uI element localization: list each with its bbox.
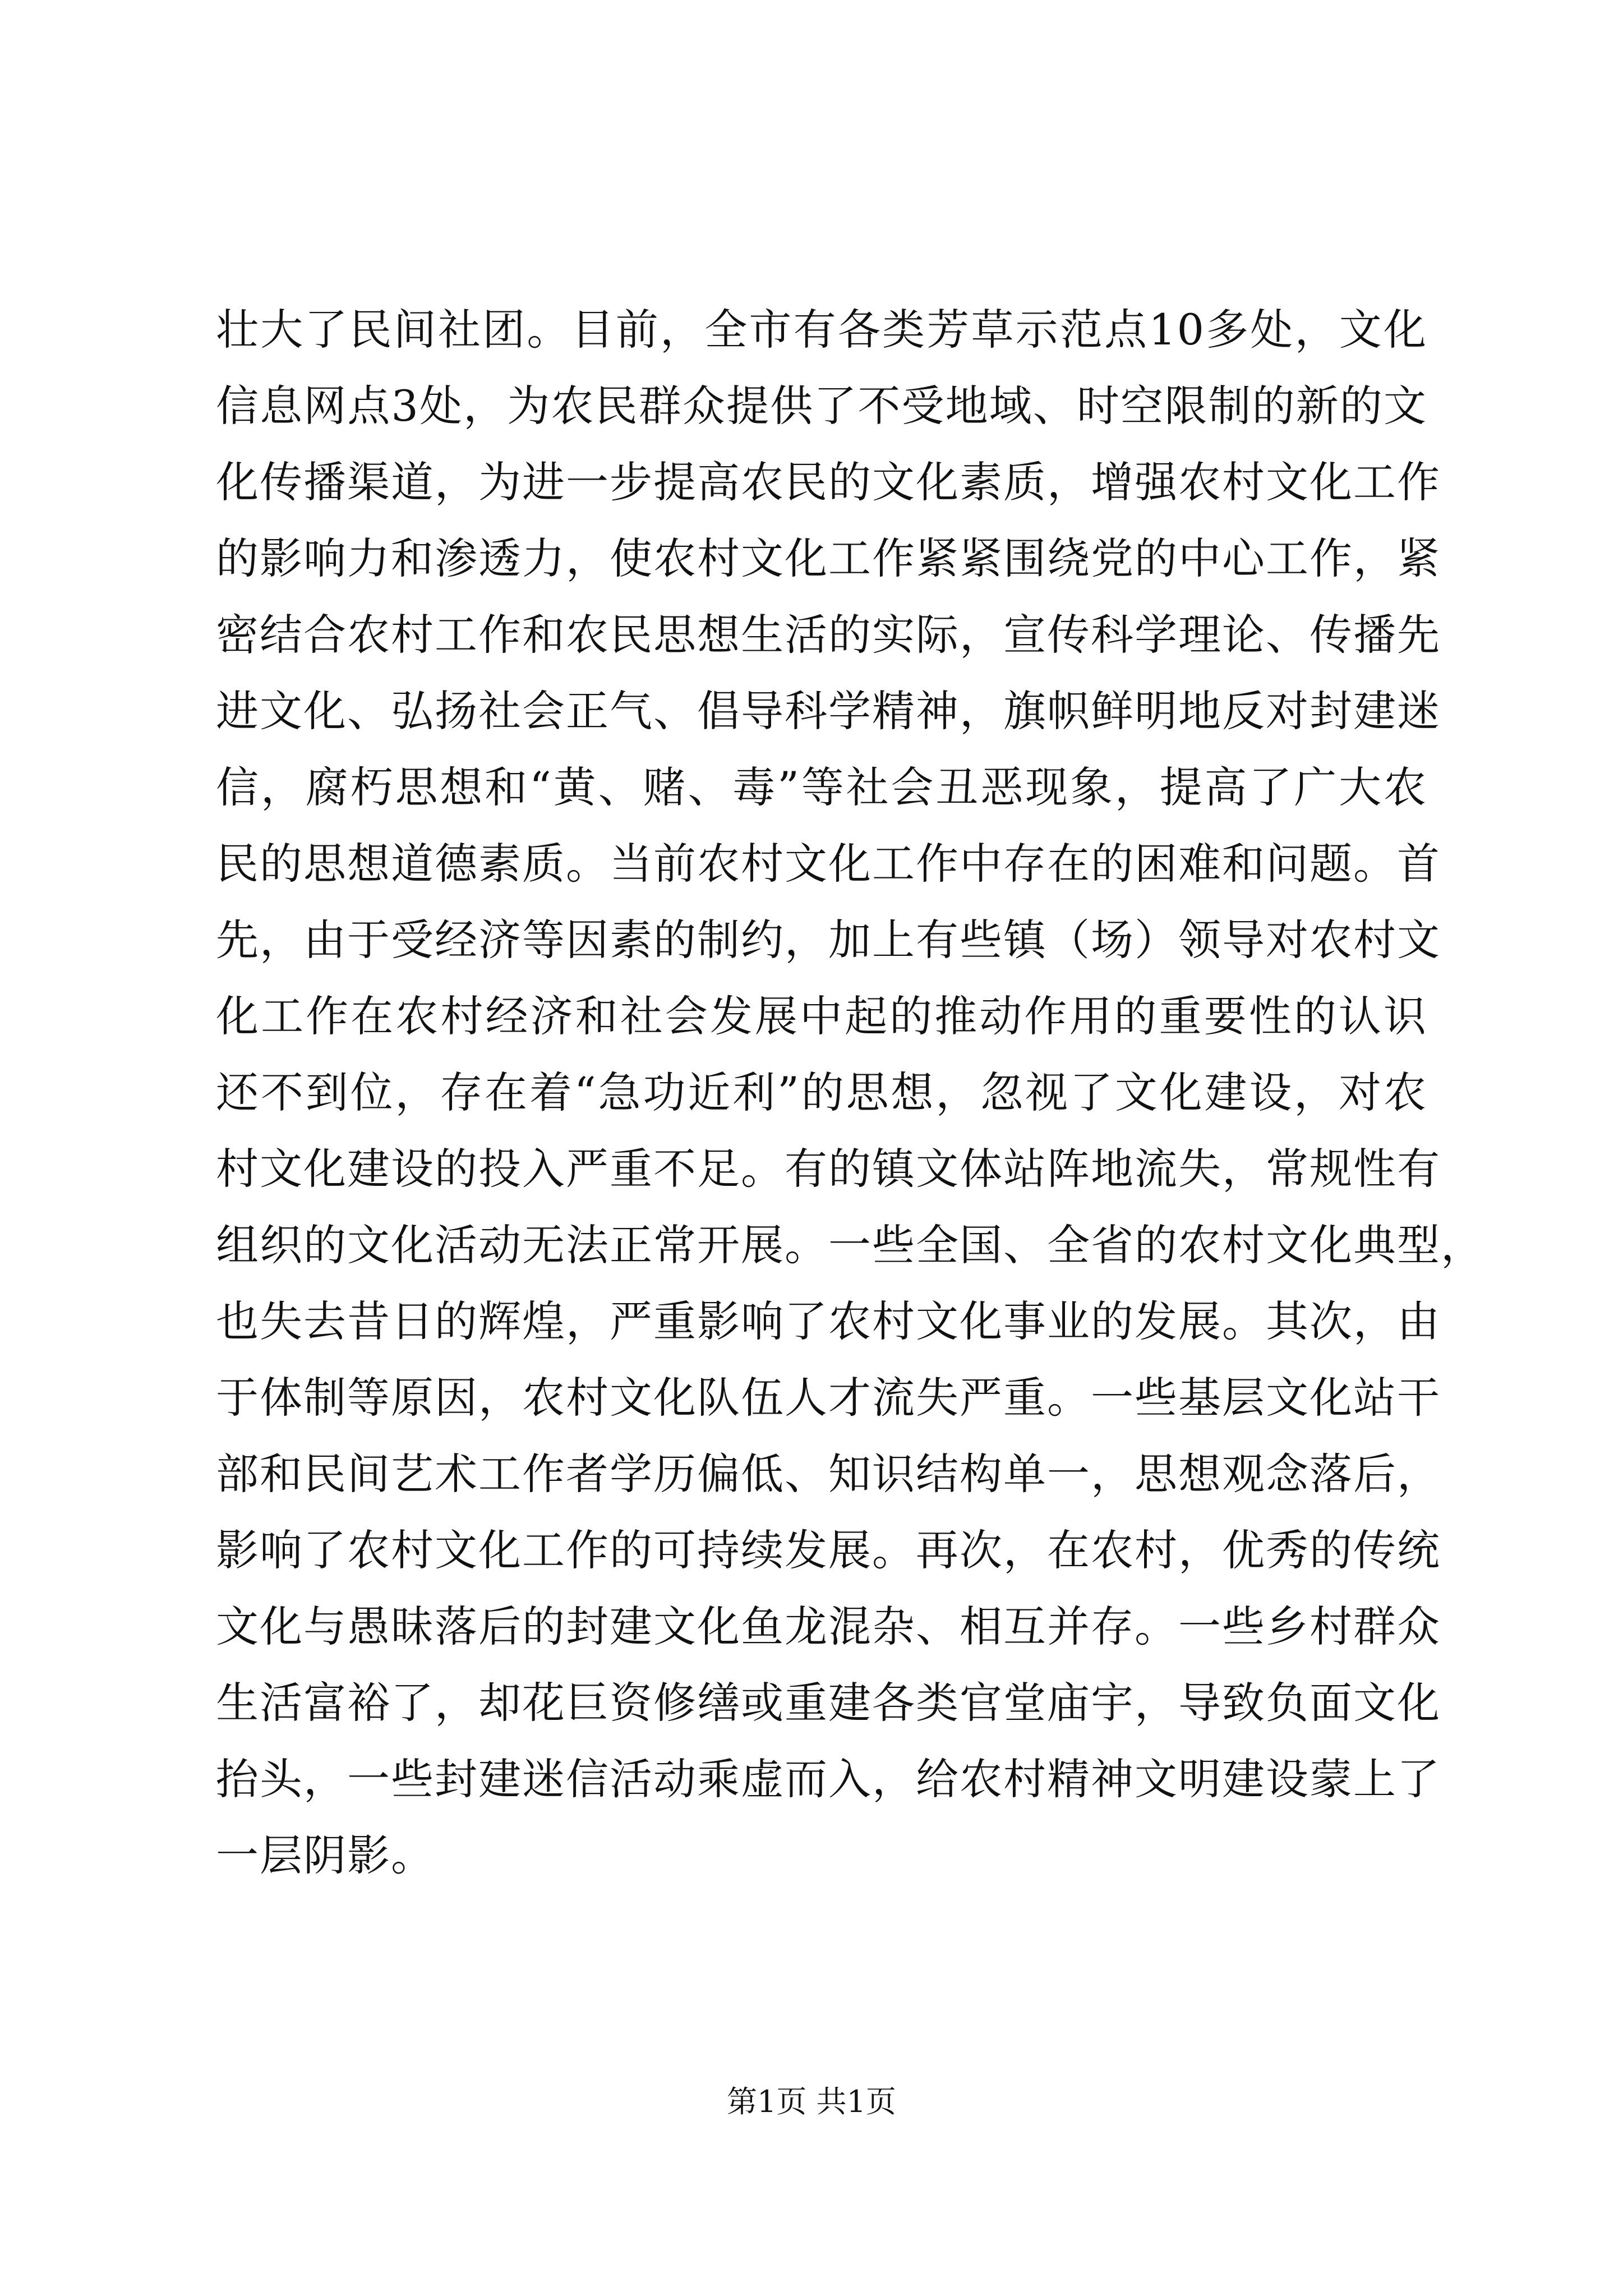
text-line: 信，腐朽思想和“黄、赌、毒”等社会丑恶现象，提高了广大农 bbox=[216, 762, 1427, 812]
text-line: 文化与愚昧落后的封建文化鱼龙混杂、相互并存。一些乡村群众 bbox=[216, 1602, 1441, 1651]
text-line: 一层阴影。 bbox=[216, 1830, 435, 1880]
text-line: 的影响力和渗透力，使农村文化工作紧紧围绕党的中心工作，紧 bbox=[216, 533, 1441, 583]
text-line: 抬头，一些封建迷信活动乘虚而入，给农村精神文明建设蒙上了 bbox=[216, 1754, 1441, 1804]
text-line: 壮大了民间社团。目前，全市有各类芳草示范点10多处，文化 bbox=[216, 305, 1427, 355]
page-number-footer: 第1页 共1页 bbox=[727, 2084, 896, 2119]
text-line: 化传播渠道，为进一步提高农民的文化素质，增强农村文化工作 bbox=[216, 457, 1441, 507]
text-line: 还不到位，存在着“急功近利”的思想，忽视了文化建设，对农 bbox=[216, 1068, 1427, 1117]
text-line: 密结合农村工作和农民思想生活的实际，宣传科学理论、传播先 bbox=[216, 610, 1441, 660]
text-line: 组织的文化活动无法正常开展。一些全国、全省的农村文化典型， bbox=[216, 1220, 1484, 1270]
text-line: 信息网点3处，为农民群众提供了不受地域、时空限制的新的文 bbox=[216, 381, 1427, 431]
text-line: 民的思想道德素质。当前农村文化工作中存在的困难和问题。首 bbox=[216, 839, 1441, 889]
text-line: 于体制等原因，农村文化队伍人才流失严重。一些基层文化站干 bbox=[216, 1373, 1441, 1423]
text-line: 先，由于受经济等因素的制约，加上有些镇（场）领导对农村文 bbox=[216, 915, 1441, 965]
text-line: 部和民间艺术工作者学历偏低、知识结构单一，思想观念落后， bbox=[216, 1449, 1441, 1499]
text-line: 影响了农村文化工作的可持续发展。再次，在农村，优秀的传统 bbox=[216, 1525, 1441, 1575]
text-line: 村文化建设的投入严重不足。有的镇文体站阵地流失，常规性有 bbox=[216, 1144, 1441, 1194]
text-line: 进文化、弘扬社会正气、倡导科学精神，旗帜鲜明地反对封建迷 bbox=[216, 686, 1441, 736]
body-paragraph bbox=[216, 292, 1484, 1894]
text-line: 生活富裕了，却花巨资修缮或重建各类官堂庙宇，导致负面文化 bbox=[216, 1678, 1441, 1728]
text-line: 化工作在农村经济和社会发展中起的推动作用的重要性的认识 bbox=[216, 991, 1427, 1041]
text-line: 也失去昔日的辉煌，严重影响了农村文化事业的发展。其次，由 bbox=[216, 1296, 1441, 1346]
